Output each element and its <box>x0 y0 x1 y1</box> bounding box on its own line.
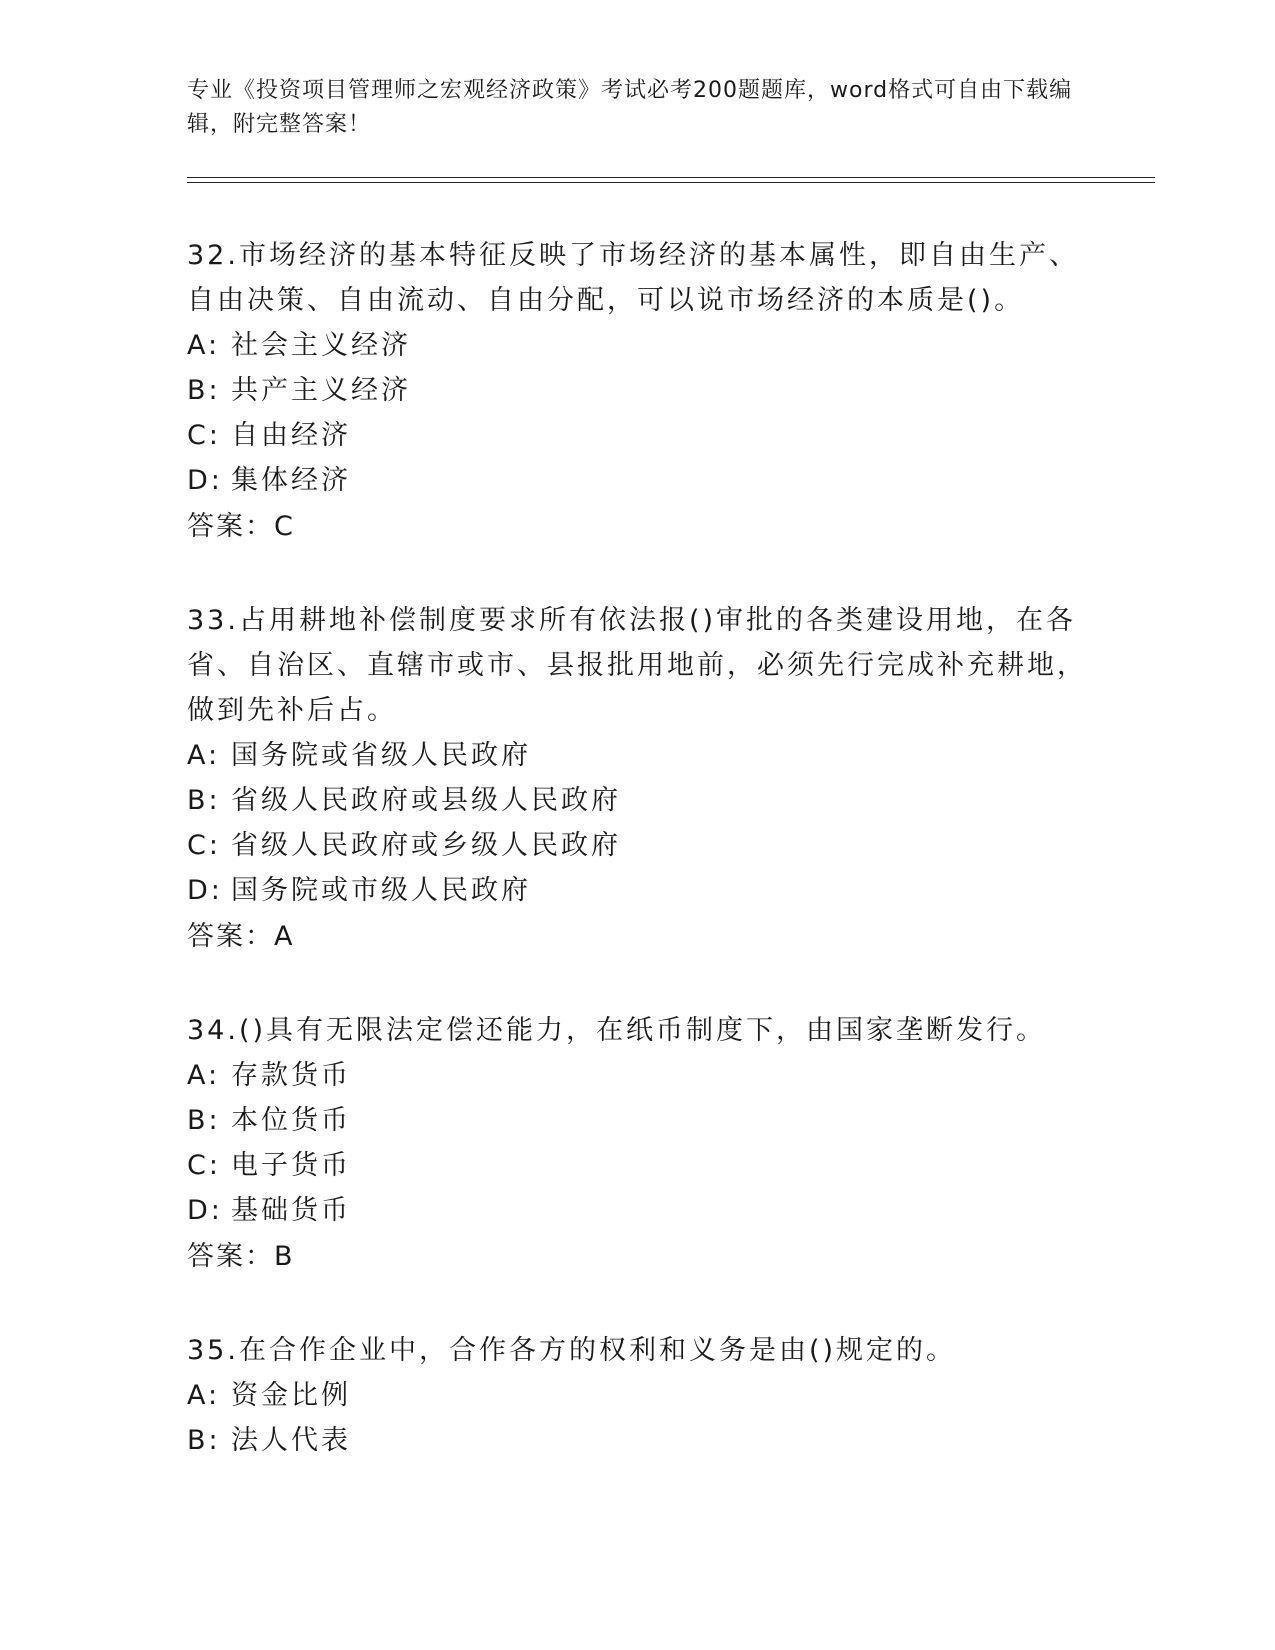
document-header: 专业《投资项目管理师之宏观经济政策》考试必考200题题库，word格式可自由下载编辑，附完整答案！ <box>187 78 1073 137</box>
option-letter: D: <box>187 465 223 496</box>
option-c <box>187 1143 1087 1188</box>
option-letter: B: <box>187 1425 221 1456</box>
option-d <box>187 868 1087 913</box>
answer-line: 答案：A <box>187 921 295 952</box>
header-divider-top <box>187 177 1155 178</box>
option-letter: D: <box>187 1195 223 1226</box>
option-text: 国务院或省级人民政府 <box>231 740 531 771</box>
option-letter: A: <box>187 1060 221 1091</box>
option-letter: A: <box>187 740 221 771</box>
answer-line: 答案：C <box>187 511 295 542</box>
option-letter: C: <box>187 830 221 861</box>
option-c <box>187 413 1087 458</box>
question-stem: 34.()具有无限法定偿还能力，在纸币制度下，由国家垄断发行。 <box>187 1015 1047 1046</box>
question-stem: 32.市场经济的基本特征反映了市场经济的基本属性，即自由生产、自由决策、自由流动、自由分配，可以说市场经济的本质是()。 <box>187 240 1079 316</box>
option-a <box>187 1373 1087 1418</box>
option-b <box>187 368 1087 413</box>
header-divider-bottom <box>187 182 1155 183</box>
answer-line: 答案：B <box>187 1241 295 1272</box>
option-text: 省级人民政府或县级人民政府 <box>231 785 621 816</box>
option-text: 本位货币 <box>231 1105 351 1136</box>
question-stem: 35.在合作企业中，合作各方的权利和义务是由()规定的。 <box>187 1335 957 1366</box>
option-letter: B: <box>187 1105 221 1136</box>
option-b <box>187 1098 1087 1143</box>
option-text: 资金比例 <box>231 1380 351 1411</box>
option-c <box>187 823 1087 868</box>
option-text: 省级人民政府或乡级人民政府 <box>231 830 621 861</box>
option-b <box>187 1418 1087 1463</box>
option-a <box>187 733 1087 778</box>
option-letter: C: <box>187 420 221 451</box>
option-text: 电子货币 <box>231 1150 351 1181</box>
question-stem: 33.占用耕地补偿制度要求所有依法报()审批的各类建设用地，在各省、自治区、直辖市或市、县报批用地前，必须先行完成补充耕地，做到先补后占。 <box>187 605 1087 726</box>
option-letter: A: <box>187 330 221 361</box>
option-letter: D: <box>187 875 223 906</box>
question-32 <box>187 233 1087 549</box>
question-35 <box>187 1328 1087 1463</box>
option-d <box>187 1188 1087 1233</box>
option-text: 法人代表 <box>231 1425 351 1456</box>
option-text: 集体经济 <box>231 465 351 496</box>
option-a <box>187 323 1087 368</box>
option-text: 社会主义经济 <box>231 330 411 361</box>
option-a <box>187 1053 1087 1098</box>
option-text: 共产主义经济 <box>231 375 411 406</box>
option-letter: B: <box>187 785 221 816</box>
question-33 <box>187 598 1087 959</box>
question-34 <box>187 1008 1087 1279</box>
option-letter: B: <box>187 375 221 406</box>
option-letter: A: <box>187 1380 221 1411</box>
option-text: 自由经济 <box>231 420 351 451</box>
option-text: 基础货币 <box>231 1195 351 1226</box>
option-text: 国务院或市级人民政府 <box>231 875 531 906</box>
option-d <box>187 458 1087 503</box>
option-b <box>187 778 1087 823</box>
option-letter: C: <box>187 1150 221 1181</box>
option-text: 存款货币 <box>231 1060 351 1091</box>
